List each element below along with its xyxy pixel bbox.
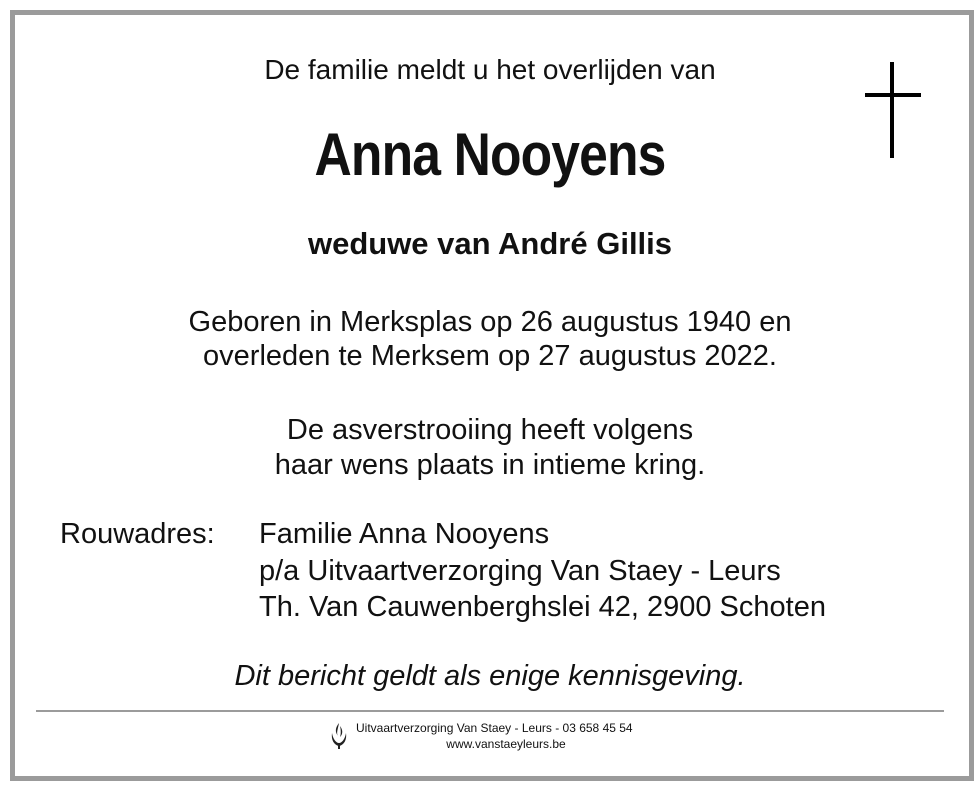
address-line-1: Familie Anna Nooyens xyxy=(259,518,550,550)
intro-text: De familie meldt u het overlijden van xyxy=(264,54,716,85)
death-text: overleden te Merksem op 27 augustus 2022. xyxy=(203,340,777,372)
cross-icon xyxy=(865,62,921,158)
address-label: Rouwadres: xyxy=(60,518,215,550)
address-line-3: Th. Van Cauwenberghslei 42, 2900 Schoten xyxy=(259,591,826,623)
address-line-2: p/a Uitvaartverzorging Van Staey - Leurs xyxy=(259,555,781,587)
footer-divider xyxy=(36,710,944,712)
birth-text: Geboren in Merksplas op 26 augustus 1940 en xyxy=(188,306,792,338)
cross-vertical-bar xyxy=(890,62,894,158)
flame-logo-icon xyxy=(328,719,350,751)
cross-horizontal-bar xyxy=(865,93,921,97)
closing-notice: Dit bericht geldt als enige kennisgeving. xyxy=(234,660,746,692)
deceased-name: Anna Nooyens xyxy=(314,121,666,188)
widow-of-text: weduwe van André Gillis xyxy=(307,226,673,261)
ashes-text-line-1: De asverstrooiing heeft volgens xyxy=(286,414,694,446)
footer-company: Uitvaartverzorging Van Staey - Leurs - 03 658 45 54 xyxy=(356,721,633,735)
footer-website: www.vanstaeyleurs.be xyxy=(446,737,566,751)
ashes-text-line-2: haar wens plaats in intieme kring. xyxy=(274,449,706,481)
